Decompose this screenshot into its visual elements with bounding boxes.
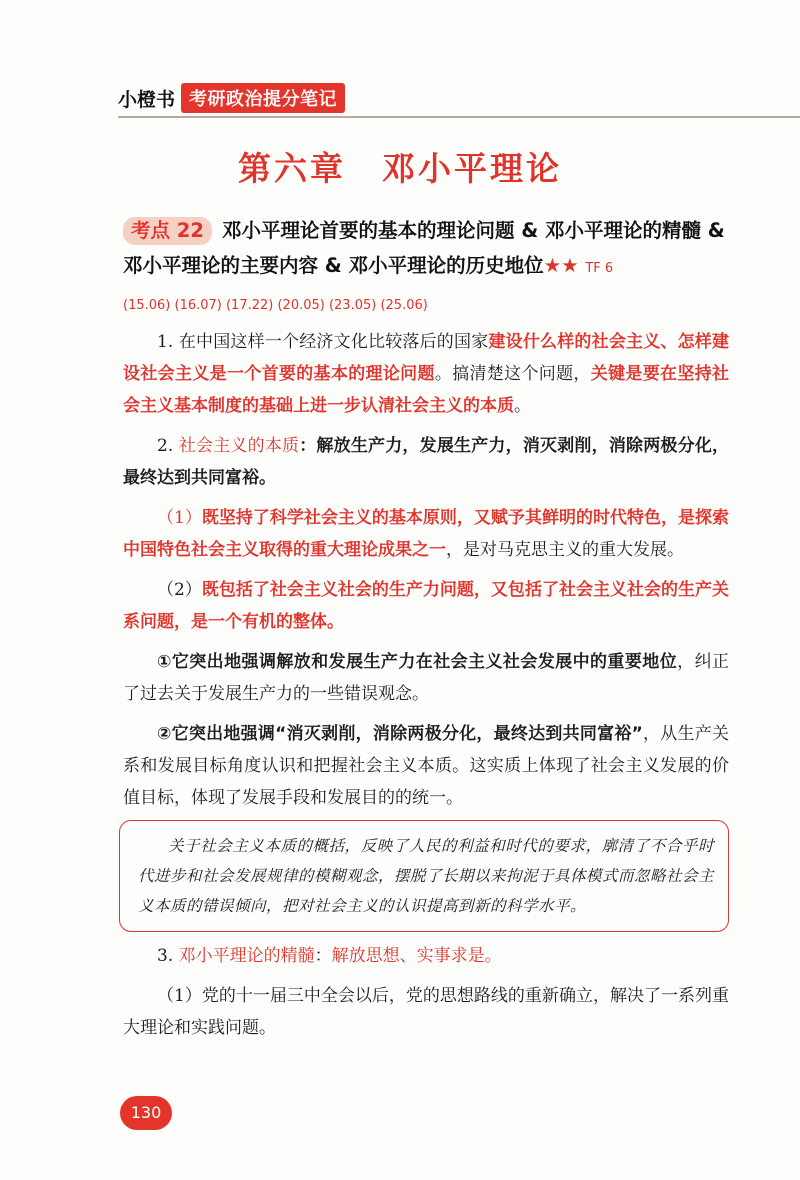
p4-number: （2）: [157, 580, 202, 600]
p8-text: （1）党的十一届三中全会以后，党的思想路线的重新确立，解决了一系列重大理论和实践问题。: [123, 986, 729, 1038]
header-rule: [118, 116, 800, 118]
book-name: 小橙书: [118, 88, 176, 111]
paragraph-4: [123, 574, 729, 638]
p3-text: ，是对马克思主义的重大发展。: [446, 540, 684, 560]
kaodian-badge: 考点 22: [123, 217, 212, 245]
chapter-title: 第六章 邓小平理论: [238, 149, 562, 188]
page-number: 130: [120, 1096, 172, 1130]
p1-highlight: 建设什么样的社会主义、怎样建设社会主义是一个首要的基本的理论问题: [123, 332, 730, 384]
kaodian-heading: [123, 213, 729, 286]
running-header: [118, 80, 345, 116]
p7-number: 3.: [157, 946, 179, 966]
p6-bold: ②它突出地强调“消灭剥削，消除两极分化，最终达到共同富裕”: [157, 724, 643, 744]
p5-text: ，纠正了过去关于发展生产力的一些错误观念。: [123, 652, 729, 704]
p5-bold: ①它突出地强调解放和发展生产力在社会主义社会发展中的重要地位: [157, 652, 678, 672]
paragraph-8: [123, 980, 729, 1044]
p2-highlight: 社会主义的本质: [178, 436, 300, 456]
paragraph-1: [123, 326, 729, 422]
p1-end: 。: [514, 396, 531, 416]
series-name: 考研政治提分笔记: [181, 83, 345, 113]
main-content: [123, 213, 729, 1044]
p7-highlight: 邓小平理论的精髓: [178, 946, 315, 966]
paragraph-5: [123, 646, 729, 710]
kaodian-title: 邓小平理论首要的基本的理论问题 & 邓小平理论的精髓 & 邓小平理论的主要内容 & 邓小平理论的历史地位: [123, 219, 725, 277]
p6-text: ，从生产关系和发展目标角度认识和把握社会主义本质。这实质上体现了社会主义发展的价值目标，体现了发展手段和发展目的的统一。: [123, 724, 729, 808]
paragraph-2: [123, 430, 729, 494]
p2-number: 2.: [157, 436, 179, 456]
note-box: 关于社会主义本质的概括，反映了人民的利益和时代的要求，廓清了不合乎时代进步和社会发展规律的模糊观念，摆脱了长期以来拘泥于具体模式而忽略社会主义本质的错误倾向，把对社会主义的认识提高到新的科学水平。: [119, 820, 729, 932]
tf-count: TF 6: [585, 261, 614, 276]
p4-highlight: 既包括了社会主义社会的生产力问题，又包括了社会主义社会的生产关系问题，是一个有机的整体。: [123, 580, 729, 632]
p1-highlight-2: 关键是要在坚持社会主义基本制度的基础上进一步认清社会主义的本质: [123, 364, 730, 416]
p2-bold: ：解放生产力，发展生产力，消灭剥削，消除两极分化，最终达到共同富裕。: [123, 436, 730, 488]
paragraph-6: [123, 718, 729, 814]
p3-highlight: 既坚持了科学社会主义的基本原则，又赋予其鲜明的时代特色，是探索中国特色社会主义取得的重大理论成果之一: [123, 508, 729, 560]
importance-stars: ★★: [543, 254, 579, 277]
p7-colon: ：: [314, 946, 332, 966]
paragraph-3: [123, 502, 729, 566]
p1-text-2: 。搞清楚这个问题，: [434, 364, 591, 384]
exam-years: (15.06) (16.07) (17.22) (20.05) (23.05) (25.06): [123, 298, 428, 313]
paragraph-7: [123, 940, 729, 972]
p3-number: （1）: [157, 508, 202, 528]
p7-highlight-2: 解放思想、实事求是。: [331, 946, 502, 966]
p1-text: 1. 在中国这样一个经济文化比较落后的国家: [157, 332, 489, 352]
